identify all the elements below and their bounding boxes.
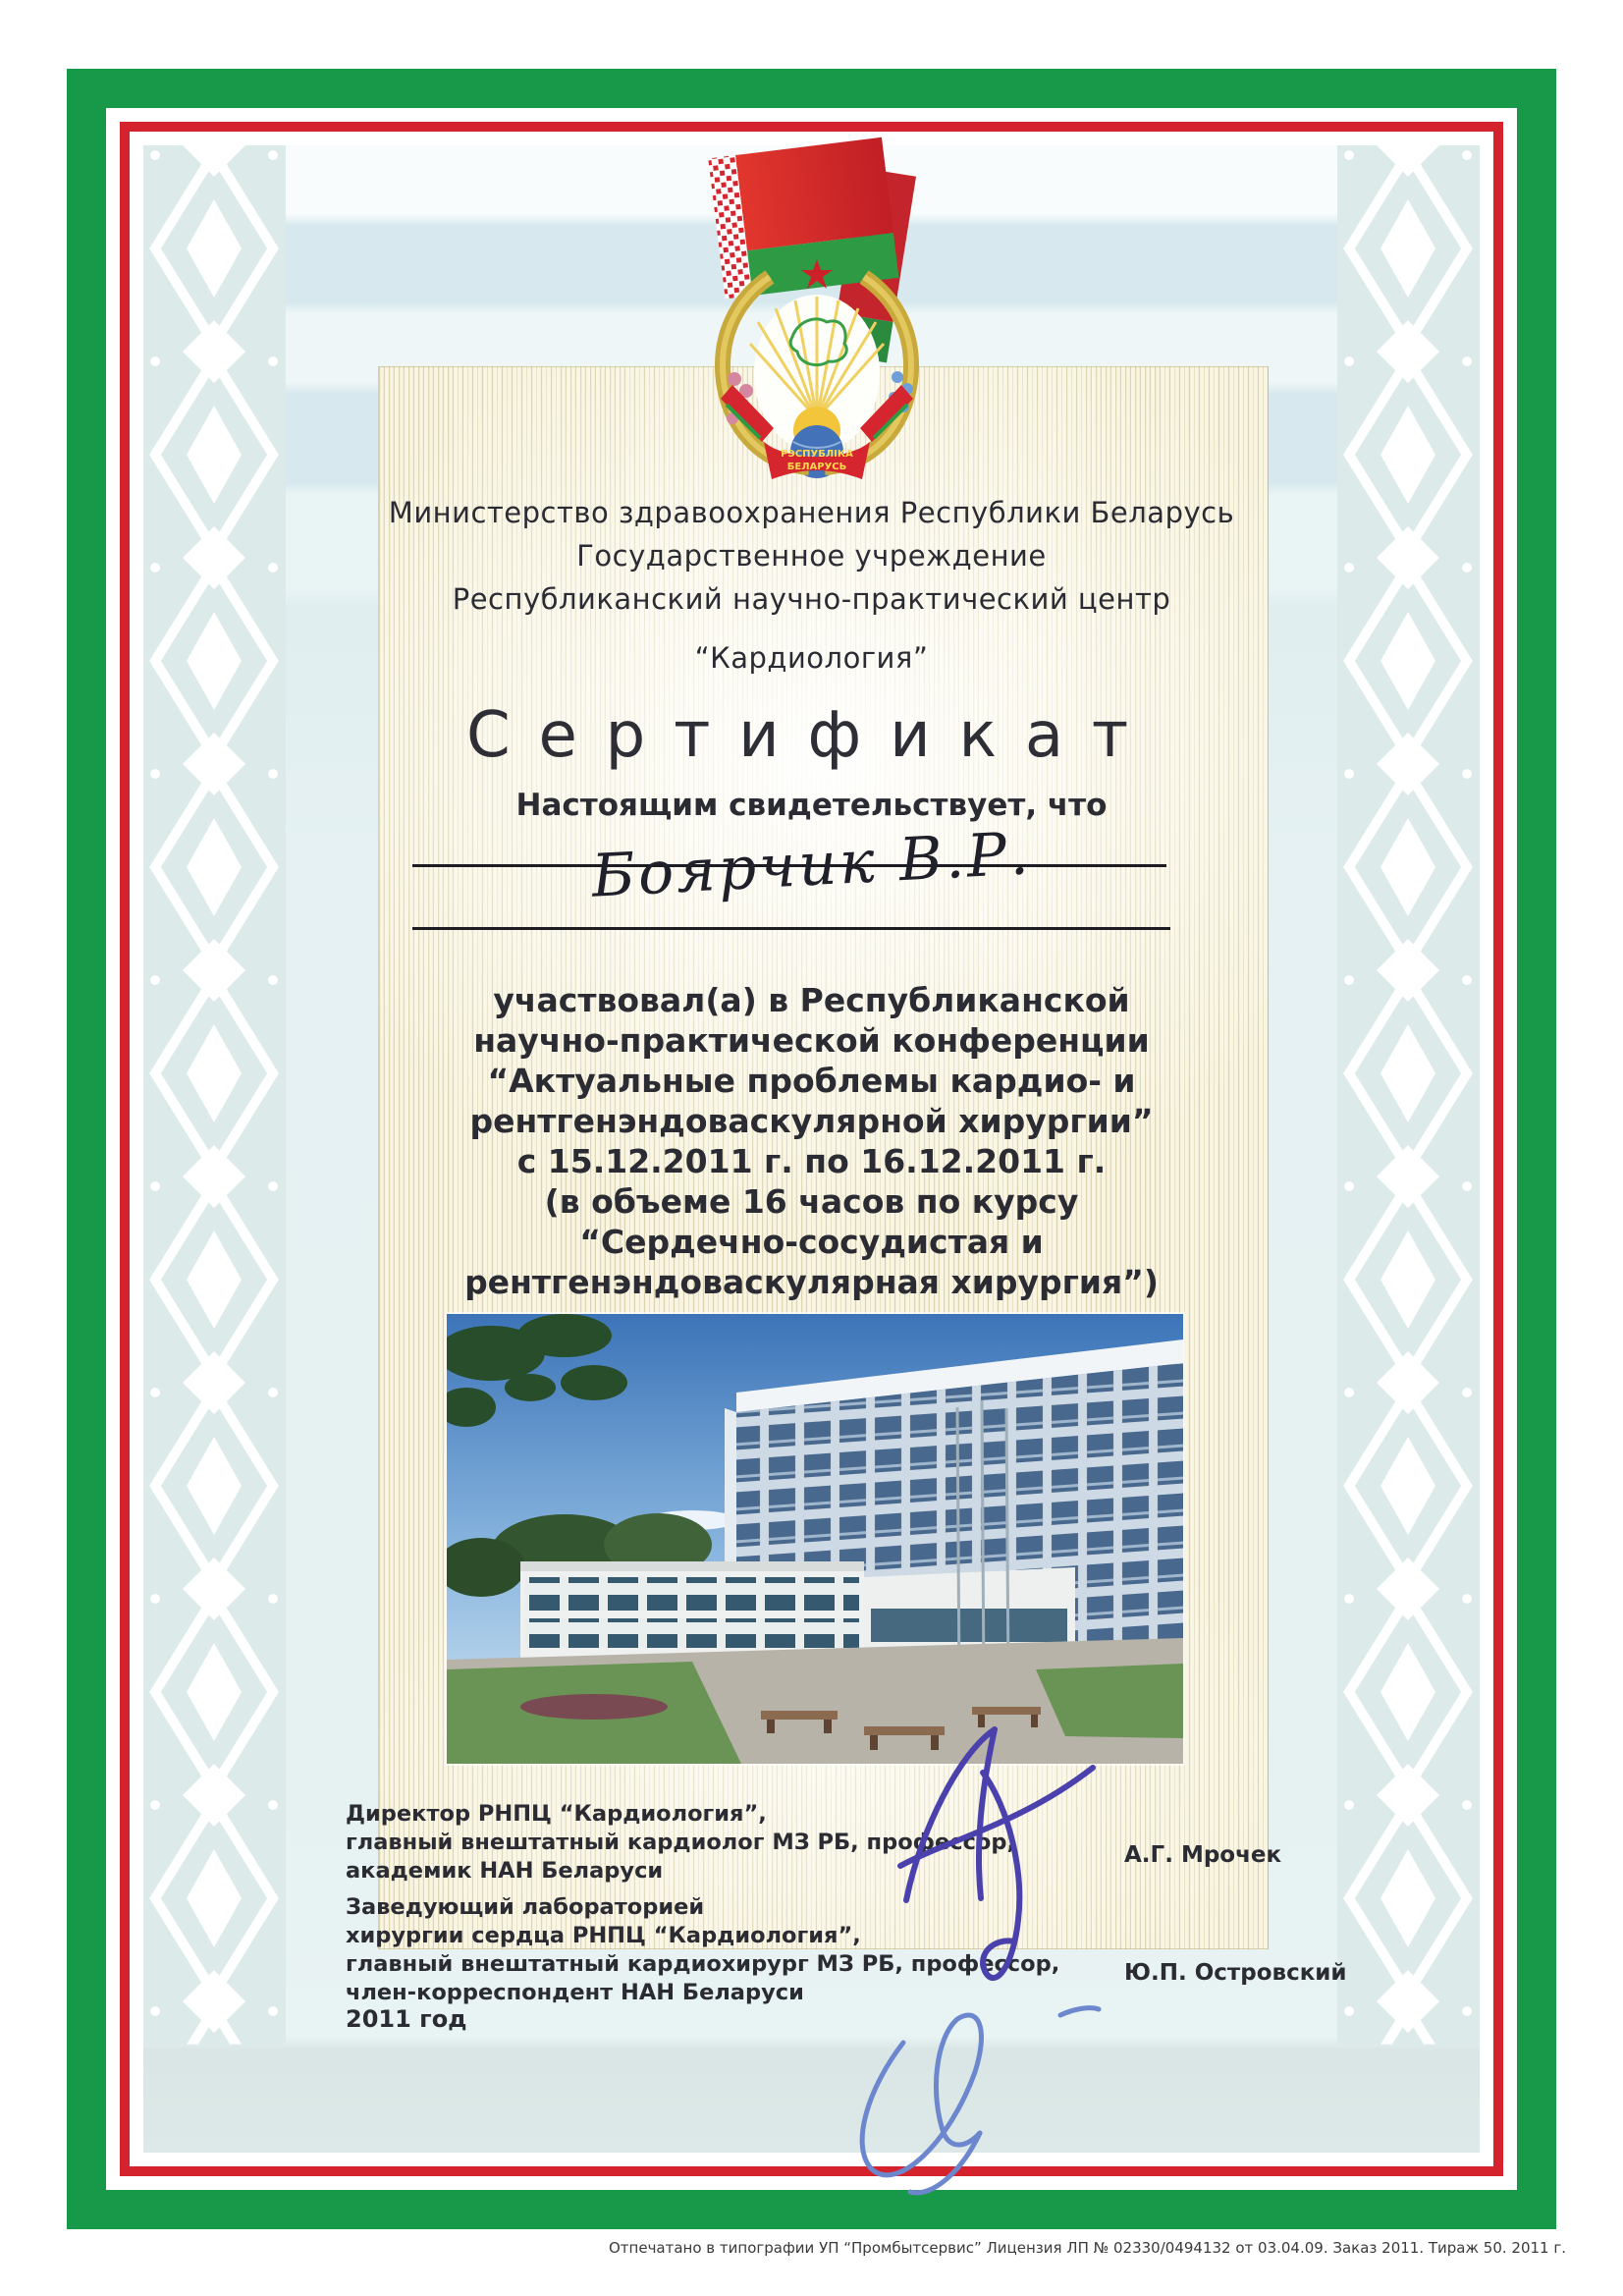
signatory2-position-4: член-корреспондент НАН Беларуси bbox=[346, 1980, 804, 2005]
year-label: 2011 год bbox=[346, 2005, 467, 2033]
signatory2-position-3: главный внештатный кардиохирург МЗ РБ, профессор, bbox=[346, 1951, 1060, 1977]
signatory1-position-1: Директор РНПЦ “Кардиология”, bbox=[346, 1801, 767, 1827]
statement-text: Настоящим свидетельствует, что bbox=[515, 788, 1108, 823]
body-line-6: (в объеме 16 часов по курсу bbox=[544, 1182, 1079, 1221]
issuer-line-4: “Кардиология” bbox=[694, 641, 929, 675]
star-icon bbox=[801, 259, 833, 289]
issuer-line-2: Государственное учреждение bbox=[576, 539, 1047, 573]
building-photo bbox=[447, 1314, 1183, 1764]
flower-bed bbox=[520, 1694, 668, 1720]
emblem-caption-line2: БЕЛАРУСЬ bbox=[786, 462, 847, 472]
signatory1-name: А.Г. Мрочек bbox=[1124, 1842, 1282, 1868]
body-line-2: научно-практической конференции bbox=[473, 1021, 1150, 1060]
name-rule-bottom bbox=[412, 927, 1170, 930]
signature-ink-ostrovsky bbox=[839, 1925, 1124, 2210]
svg-text:БЕЛАРУСЬ bbox=[787, 462, 847, 472]
signatory2-position-2: хирургии сердца РНПЦ “Кардиология”, bbox=[346, 1923, 861, 1948]
svg-text:РЭСПУБЛІКА bbox=[781, 449, 853, 460]
body-line-5: с 15.12.2011 г. по 16.12.2011 г. bbox=[516, 1142, 1107, 1180]
body-line-3: “Актуальные проблемы кардио- и bbox=[487, 1062, 1136, 1100]
belarus-emblem bbox=[699, 253, 935, 484]
emblem-caption-line1: РЭСПУБЛІКА bbox=[781, 449, 853, 460]
body-line-7: “Сердечно-сосудистая и bbox=[579, 1223, 1044, 1261]
body-line-8: рентгенэндоваскулярная хирургия”) bbox=[464, 1263, 1159, 1301]
body-line-4: рентгенэндоваскулярной хирургии” bbox=[469, 1102, 1154, 1140]
signatory2-name: Ю.П. Островский bbox=[1124, 1960, 1347, 1986]
signatory1-position-2: главный внештатный кардиолог МЗ РБ, профессор, bbox=[346, 1830, 1016, 1855]
recipient-name: Боярчик В.Р. bbox=[590, 819, 1033, 911]
issuer-line-1: Министерство здравоохранения Республики Беларусь bbox=[388, 496, 1235, 529]
print-imprint: Отпечатано в типографии УП “Промбытсервис” Лицензия ЛП № 02330/0494132 от 03.04.09. Заказ 2011. Тираж 50. 2011 г. bbox=[608, 2239, 1566, 2257]
signatory1-position-3: академик НАН Беларуси bbox=[346, 1858, 664, 1884]
certificate-title: Сертификат bbox=[465, 699, 1158, 772]
issuer-line-3: Республиканский научно-практический центр bbox=[452, 582, 1171, 616]
signatory2-position-1: Заведующий лабораторией bbox=[346, 1894, 705, 1920]
building-photo-art bbox=[447, 1314, 1183, 1764]
body-line-1: участвовал(а) в Республиканской bbox=[493, 981, 1130, 1019]
